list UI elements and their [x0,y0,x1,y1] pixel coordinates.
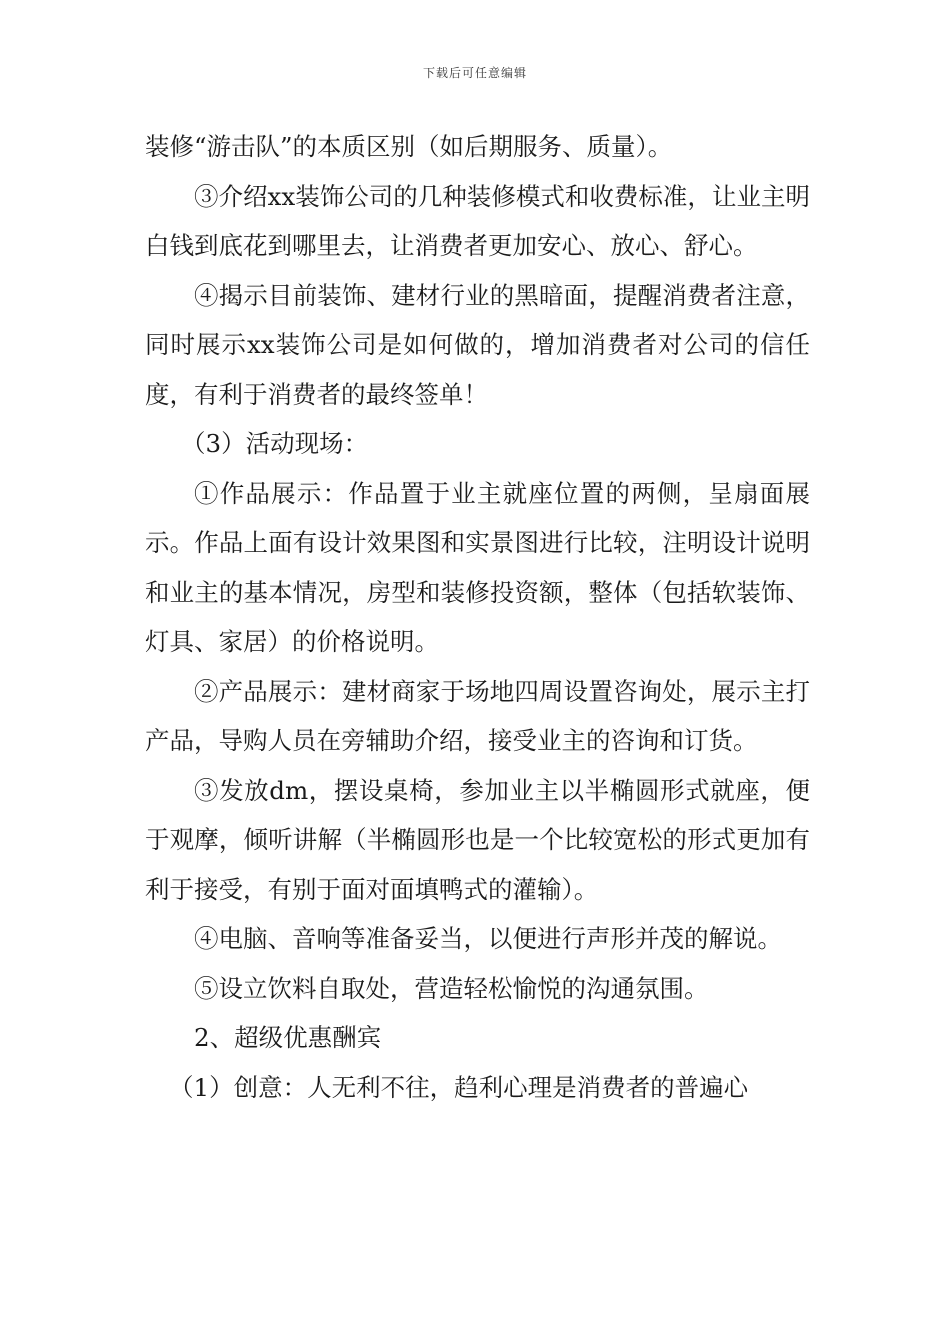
paragraph-4: ①作品展示：作品置于业主就座位置的两侧，呈扇面展示。作品上面有设计效果图和实景图进行比较，注明设计说明和业主的基本情况，房型和装修投资额，整体（包括软装饰、灯具、家居）的价格说明。 [145,478,810,656]
paragraph-7: ④电脑、音响等准备妥当，以便进行声形并茂的解说。 [194,924,782,953]
page-header: 下载后可任意编辑 [422,66,527,80]
paragraph-1: 装修“游击队”的本质区别（如后期服务、质量）。 [145,132,673,161]
paragraph-8: ⑤设立饮料自取处，营造轻松愉悦的沟通氛围。 [194,973,709,1003]
document-body [145,122,810,1112]
paragraph-6: ③发放dm，摆设桌椅，参加业主以半椭圆形式就座，便于观摩，倾听讲解（半椭圆形也是一个比较宽松的形式更加有利于接受，有别于面对面填鸭式的灌输）。 [145,775,810,904]
paragraph-5: ②产品展示：建材商家于场地四周设置咨询处，展示主打产品，导购人员在旁辅助介绍，接受业主的咨询和订货。 [145,676,810,755]
paragraph-9: （1）创意：人无利不往，趋利心理是消费者的普遍心 [169,1072,749,1102]
paragraph-2: ③介绍xx装饰公司的几种装修模式和收费标准，让业主明白钱到底花到哪里去，让消费者更加安心、放心、舒心。 [145,181,810,260]
paragraph-3: ④揭示目前装饰、建材行业的黑暗面，提醒消费者注意，同时展示xx装饰公司是如何做的，增加消费者对公司的信任度，有利于消费者的最终签单！ [145,280,810,409]
section-heading-super-discount: 2、超级优惠酬宾 [194,1023,382,1052]
section-heading-activity-site: （3）活动现场： [181,429,369,458]
